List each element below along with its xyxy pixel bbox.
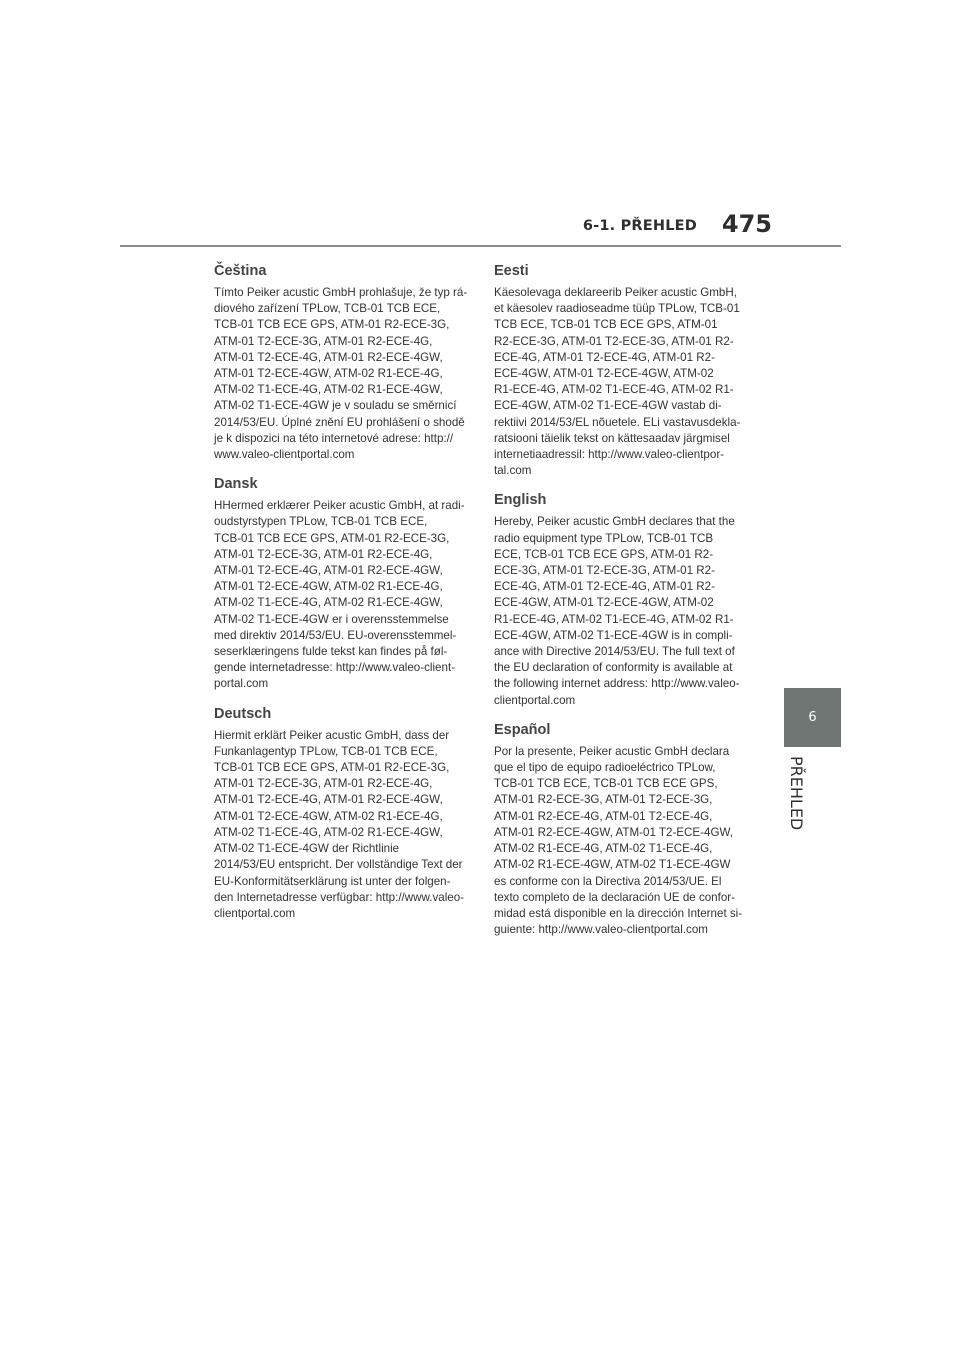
chapter-label: PŘEHLED (787, 756, 806, 831)
text-line: radio equipment type TPLow, TCB-01 TCB (494, 531, 714, 545)
text-line: ATM-01 R2-ECE-4G, ATM-01 T2-ECE-4G, (494, 809, 713, 823)
text-line: TCB-01 TCB ECE, TCB-01 TCB ECE GPS, (494, 777, 718, 791)
text-line: portal.com (214, 677, 269, 691)
text-line: Funkanlagentyp TPLow, TCB-01 TCB ECE, (214, 744, 438, 758)
text-line: ratsiooni täielik tekst on kättesaadav järgmisel (494, 431, 730, 445)
language-heading: Eesti (494, 263, 529, 279)
text-line: Hiermit erklärt Peiker acustic GmbH, dass der (214, 728, 450, 742)
text-line: HHermed erklærer Peiker acustic GmbH, at radi- (214, 499, 465, 513)
text-line: ATM-02 T1-ECE-4GW je v souladu se směrnicí (214, 399, 457, 413)
language-section (494, 721, 750, 938)
declaration-text (214, 498, 470, 692)
text-line: TCB-01 TCB ECE GPS, ATM-01 R2-ECE-3G, (214, 531, 450, 545)
text-line: ATM-01 T2-ECE-4G, ATM-01 R2-ECE-4GW, (214, 350, 443, 364)
text-line: ECE-4GW, ATM-02 T1-ECE-4GW is in compli- (494, 628, 733, 642)
text-line: ATM-02 T1-ECE-4GW der Richtlinie (214, 842, 400, 856)
language-heading: Dansk (214, 476, 258, 493)
text-line: diového zařízení TPLow, TCB-01 TCB ECE, (214, 302, 441, 316)
text-line: EU-Konformitätserklärung ist unter der folgen- (214, 874, 451, 888)
right-column (494, 262, 750, 950)
left-column (214, 262, 470, 934)
text-line: www.valeo-clientportal.com (214, 448, 355, 462)
text-line: ATM-02 R1-ECE-4GW, ATM-02 T1-ECE-4GW (494, 858, 731, 872)
text-line: TCB ECE, TCB-01 TCB ECE GPS, ATM-01 (494, 318, 718, 332)
language-heading: English (494, 492, 547, 509)
text-line: ATM-01 T2-ECE-4G, ATM-01 R2-ECE-4GW, (214, 793, 443, 807)
text-line: ECE-3G, ATM-01 T2-ECE-3G, ATM-01 R2- (494, 564, 715, 578)
text-line: R2-ECE-3G, ATM-01 T2-ECE-3G, ATM-01 R2- (494, 334, 734, 348)
declaration-text (214, 285, 470, 463)
declaration-text (494, 744, 750, 938)
chapter-label-vertical (786, 756, 810, 832)
text-line: TCB-01 TCB ECE GPS, ATM-01 R2-ECE-3G, (214, 318, 450, 332)
text-line: ATM-01 T2-ECE-3G, ATM-01 R2-ECE-4G, (214, 547, 433, 561)
text-line: midad está disponible en la dirección Internet si- (494, 906, 743, 920)
declaration-text (214, 728, 470, 922)
text-line: ATM-01 T2-ECE-4G, ATM-01 R2-ECE-4GW, (214, 564, 443, 578)
language-heading: Čeština (214, 263, 267, 279)
text-line: the EU declaration of conformity is available at (494, 661, 733, 675)
language-section (494, 262, 750, 479)
text-line: je k dispozici na této internetové adrese: http:// (214, 431, 454, 445)
text-line: ECE-4GW, ATM-01 T2-ECE-4GW, ATM-02 (494, 367, 714, 381)
text-line: 2014/53/EU. Úplné znění EU prohlášení o shodě (214, 415, 465, 429)
text-line: med direktiv 2014/53/EU. EU-overensstemmel- (214, 628, 457, 642)
text-line: ATM-02 T1-ECE-4G, ATM-02 R1-ECE-4GW, (214, 596, 443, 610)
chapter-number: 6 (808, 710, 817, 725)
text-line: es conforme con la Directiva 2014/53/UE. El (494, 874, 722, 888)
language-heading: Deutsch (214, 705, 272, 722)
text-line: R1-ECE-4G, ATM-02 T1-ECE-4G, ATM-02 R1- (494, 383, 734, 397)
page-number: 475 (721, 210, 772, 238)
language-section (214, 262, 470, 463)
text-line: rektiivi 2014/53/EL nõuetele. ELi vastavusdekla- (494, 415, 741, 429)
text-line: ECE-4G, ATM-01 T2-ECE-4G, ATM-01 R2- (494, 580, 715, 594)
text-line: Hereby, Peiker acustic GmbH declares that the (494, 515, 735, 529)
text-line: texto completo de la declaración UE de confor- (494, 890, 736, 904)
text-line: ATM-02 R1-ECE-4G, ATM-02 T1-ECE-4G, (494, 842, 713, 856)
text-line: ECE-4GW, ATM-01 T2-ECE-4GW, ATM-02 (494, 596, 714, 610)
text-line: R1-ECE-4G, ATM-02 T1-ECE-4G, ATM-02 R1- (494, 612, 734, 626)
language-section (214, 475, 470, 692)
text-line: guiente: http://www.valeo-clientportal.com (494, 923, 708, 937)
text-line: ECE-4G, ATM-01 T2-ECE-4G, ATM-01 R2- (494, 350, 715, 364)
text-line: gende internetadresse: http://www.valeo-client- (214, 661, 456, 675)
language-section (214, 705, 470, 922)
text-line: the following internet address: http://www.valeo- (494, 677, 740, 691)
text-line: internetiaadressil: http://www.valeo-clientpor- (494, 448, 725, 462)
text-line: Por la presente, Peiker acustic GmbH declara (494, 744, 730, 758)
text-line: ATM-01 R2-ECE-3G, ATM-01 T2-ECE-3G, (494, 793, 713, 807)
header-divider (120, 245, 841, 247)
text-line: ATM-01 T2-ECE-4GW, ATM-02 R1-ECE-4G, (214, 580, 443, 594)
text-line: ATM-01 T2-ECE-4GW, ATM-02 R1-ECE-4G, (214, 809, 443, 823)
text-line: ATM-01 T2-ECE-3G, ATM-01 R2-ECE-4G, (214, 777, 433, 791)
text-line: ECE-4GW, ATM-02 T1-ECE-4GW vastab di- (494, 399, 722, 413)
page-header (120, 210, 840, 246)
text-line: oudstyrstypen TPLow, TCB-01 TCB ECE, (214, 515, 428, 529)
declaration-text (494, 514, 750, 708)
section-title: 6-1. PŘEHLED (582, 218, 697, 234)
chapter-tab (784, 688, 841, 747)
text-line: TCB-01 TCB ECE GPS, ATM-01 R2-ECE-3G, (214, 761, 450, 775)
text-line: den Internetadresse verfügbar: http://www.valeo- (214, 890, 465, 904)
text-line: ATM-01 T2-ECE-4GW, ATM-02 R1-ECE-4G, (214, 367, 443, 381)
text-line: seserklæringens fulde tekst kan findes på føl- (214, 645, 448, 659)
text-line: ATM-02 T1-ECE-4G, ATM-02 R1-ECE-4GW, (214, 825, 443, 839)
text-line: Tímto Peiker acustic GmbH prohlašuje, že typ rá- (214, 286, 468, 299)
text-line: que el tipo de equipo radioeléctrico TPLow, (494, 761, 716, 775)
text-line: ATM-01 R2-ECE-4GW, ATM-01 T2-ECE-4GW, (494, 825, 734, 839)
text-line: ATM-02 T1-ECE-4GW er i overensstemmelse (214, 612, 449, 626)
text-line: ECE, TCB-01 TCB ECE GPS, ATM-01 R2- (494, 547, 714, 561)
language-heading: Español (494, 721, 551, 738)
text-line: ATM-01 T2-ECE-3G, ATM-01 R2-ECE-4G, (214, 334, 433, 348)
text-line: clientportal.com (494, 693, 576, 707)
text-line: ance with Directive 2014/53/EU. The full text of (494, 645, 735, 659)
text-line: 2014/53/EU entspricht. Der vollständige Text der (214, 858, 463, 872)
text-line: tal.com (494, 464, 532, 478)
text-line: ATM-02 T1-ECE-4G, ATM-02 R1-ECE-4GW, (214, 383, 443, 397)
language-section (494, 491, 750, 708)
text-line: et käesolev raadioseadme tüüp TPLow, TCB-01 (494, 302, 740, 316)
text-line: clientportal.com (214, 906, 296, 920)
text-line: Käesolevaga deklareerib Peiker acustic GmbH, (494, 286, 737, 299)
declaration-text (494, 285, 750, 479)
